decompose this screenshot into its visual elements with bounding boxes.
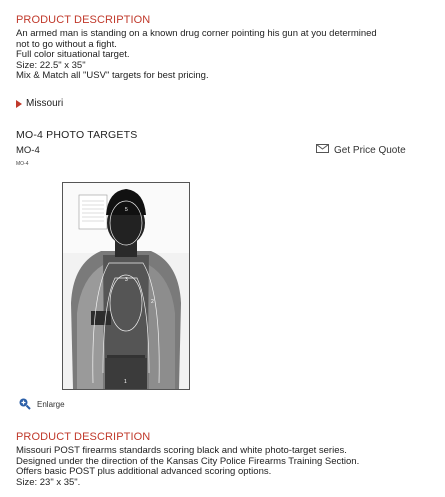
product-title: MO-4 PHOTO TARGETS (16, 129, 138, 141)
svg-text:2: 2 (151, 299, 154, 305)
description-line: not to go without a fight. (16, 38, 117, 50)
get-price-quote-link[interactable] (316, 144, 406, 156)
svg-text:3: 3 (125, 277, 128, 283)
product-image[interactable] (62, 182, 190, 390)
envelope-icon (316, 144, 329, 156)
description-line: Full color situational target. (16, 49, 130, 60)
red-triangle-right-icon (16, 100, 22, 108)
description-line: Mix & Match all "USV" targets for best pricing. (16, 70, 209, 81)
enlarge-link[interactable] (18, 397, 65, 412)
svg-text:5: 5 (125, 207, 128, 213)
enlarge-label: Enlarge (37, 400, 65, 409)
get-price-quote-label: Get Price Quote (334, 144, 406, 156)
product-description-text-2 (16, 446, 359, 488)
product-thumbnail-label[interactable]: MO-4 (16, 161, 29, 167)
magnifier-plus-icon (18, 397, 31, 412)
description-line: Size: 22.5" x 35" (16, 59, 86, 71)
description-line: Size: 23" x 35". (16, 476, 81, 488)
product-description-heading: PRODUCT DESCRIPTION (16, 14, 151, 26)
description-line: Designed under the direction of the Kansas City Police Firearms Training Section. (16, 455, 360, 467)
description-line: Missouri POST firearms standards scoring black and white photo-target series. (16, 445, 347, 456)
category-link-label: Missouri (26, 98, 64, 109)
product-sku: MO-4 (16, 145, 40, 156)
category-link-missouri[interactable] (16, 98, 63, 109)
svg-text:1: 1 (124, 379, 127, 385)
description-line: Offers basic POST plus additional advanced scoring options. (16, 466, 272, 477)
product-description-text (16, 29, 377, 82)
description-line: An armed man is standing on a known drug corner pointing his gun at you determined (16, 28, 377, 39)
product-description-heading-2: PRODUCT DESCRIPTION (16, 431, 151, 443)
